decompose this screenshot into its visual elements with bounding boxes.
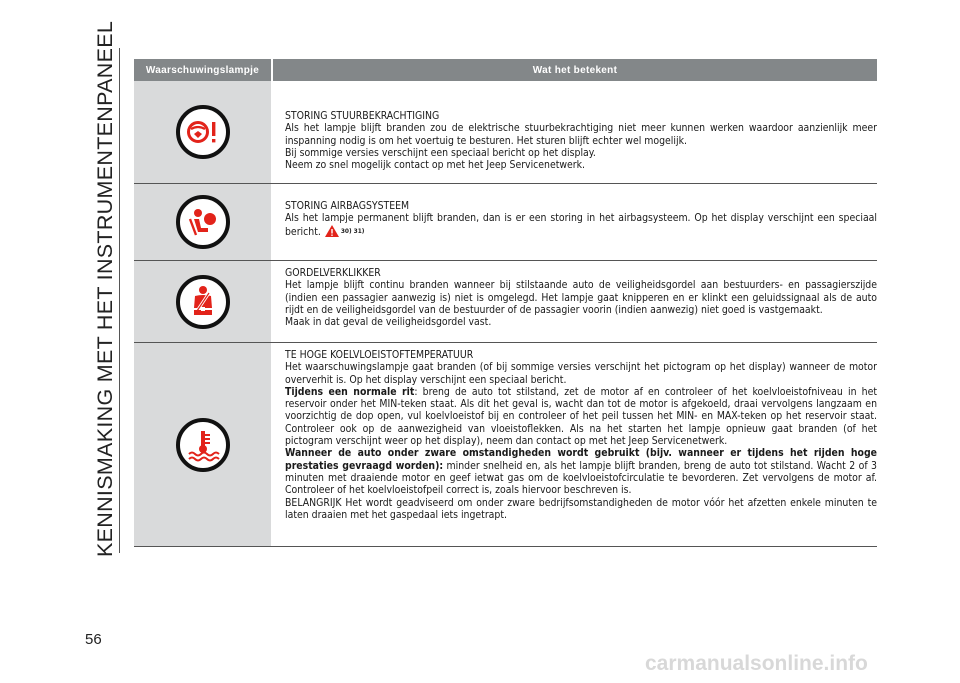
- table-row: [134, 343, 877, 547]
- coolant-temperature-icon: [176, 418, 230, 472]
- row-text: Het lampje blijft continu branden wanneer bij stilstaande auto de veiligheidsgordel aan bestuurders- en passagierszijde (indien een passagier aanwezig is) niet is omgelegd. Het lampje gaat knipperen en er klinkt een geluidssignaal als de auto rijdt en de veiligheidsgordel van de bestuurder of de passagier voorin (indien aanwezig) niet goed is vastgemaakt.: [285, 279, 877, 316]
- meaning-cell: [271, 184, 877, 260]
- meaning-cell: [271, 343, 877, 546]
- bold-lead: Tijdens een normale rit: [285, 385, 415, 398]
- header-lamp: Waarschuwingslampje: [145, 64, 260, 76]
- table-row: [134, 261, 877, 343]
- lamp-cell: [134, 261, 271, 342]
- row-text: BELANGRIJK Het wordt geadviseerd om onder zware bedrijfsomstandigheden de motor vóór het afzetten enkele minuten te laten draaien met het gaspedaal iets ingetrapt.: [285, 496, 877, 521]
- page-number: 56: [85, 631, 102, 648]
- side-rule: [119, 48, 120, 553]
- bold-lead: Wanneer de auto onder zware omstandigheden wordt gebruikt (bijv. wanneer er tijdens het rijden hoge prestaties gevraagd worden):: [285, 447, 877, 472]
- row-text: Bij sommige versies verschijnt een speciaal bericht op het display.: [285, 146, 596, 159]
- meaning-cell: [271, 81, 877, 183]
- side-title: KENNISMAKING MET HET INSTRUMENTENPANEEL: [93, 20, 117, 557]
- row-title: GORDELVERKLIKKER: [285, 267, 381, 279]
- airbag-icon: [176, 195, 230, 249]
- seatbelt-icon: [176, 275, 230, 329]
- meaning-cell: [271, 261, 877, 342]
- lamp-cell: [134, 81, 271, 183]
- steering-wheel-exclamation-icon: [176, 105, 230, 159]
- watermark: carmanualsonline.info: [645, 652, 868, 675]
- row-text: minder snelheid en, als het lampje blijft branden, breng de auto tot stilstand. Wacht 2 of 3 minuten met draaiende motor en geef ietwat gas om de koelvloeistofcirculatie te bevorderen. Zet vervolgens de motor af. Controleer of het koelvloeistofpeil correct is, zoals hiervoor beschreven is.: [285, 459, 877, 497]
- warning-triangle-icon: [325, 225, 339, 237]
- row-title: STORING STUURBEKRACHTIGING: [285, 110, 440, 122]
- header-meaning: Wat het betekent: [532, 64, 618, 76]
- row-title: STORING AIRBAGSYSTEEM: [285, 200, 410, 212]
- row-text: Neem zo snel mogelijk contact op met het Jeep Servicenetwerk.: [285, 159, 586, 172]
- row-text: Het waarschuwingslampje gaat branden (of bij sommige versies verschijnt het pictogram op het display) wanneer de motor oververhit is. Op het display verschijnt een speciaal bericht.: [285, 361, 877, 386]
- row-title: TE HOGE KOELVLOEISTOFTEMPERATUUR: [285, 349, 474, 361]
- table-row: [134, 184, 877, 261]
- note-refs: 30) 31): [340, 226, 365, 235]
- table-header: [134, 59, 877, 81]
- lamp-cell: [134, 343, 271, 546]
- row-text: : breng de auto tot stilstand, zet de motor af en controleer of het koelvloeistofniveau in het reservoir onder het MIN-teken staat. Als dit het geval is, wacht dan tot de motor is afgekoeld, draai vervolgens langzaam en voorzichtig de dop open, vul koelvloeistof bij en controleer of het peil tussen het MIN- en MAX-teken op het reservoir staat. Controleer ook op de aanwezigheid van vloeistoflekken. Als na het starten het lampje opnieuw gaat branden (of het pictogram verschijnt weer op het display), neem dan contact op met het Jeep Servicenetwerk.: [285, 385, 878, 448]
- row-text: Maak in dat geval de veiligheidsgordel vast.: [285, 316, 492, 329]
- row-text: Als het lampje permanent blijft branden, dan is er een storing in het airbagsysteem. Op het display verschijnt een speciaal bericht.: [285, 212, 877, 238]
- row-text: Als het lampje blijft branden zou de elektrische stuurbekrachtiging niet meer kunnen werken waardoor aanzienlijk meer inspanning nodig is om het voertuig te besturen. Het sturen blijft echter wel mogelijk.: [285, 122, 877, 147]
- table-row: [134, 81, 877, 184]
- lamp-cell: [134, 184, 271, 260]
- warning-lights-table: [134, 59, 877, 547]
